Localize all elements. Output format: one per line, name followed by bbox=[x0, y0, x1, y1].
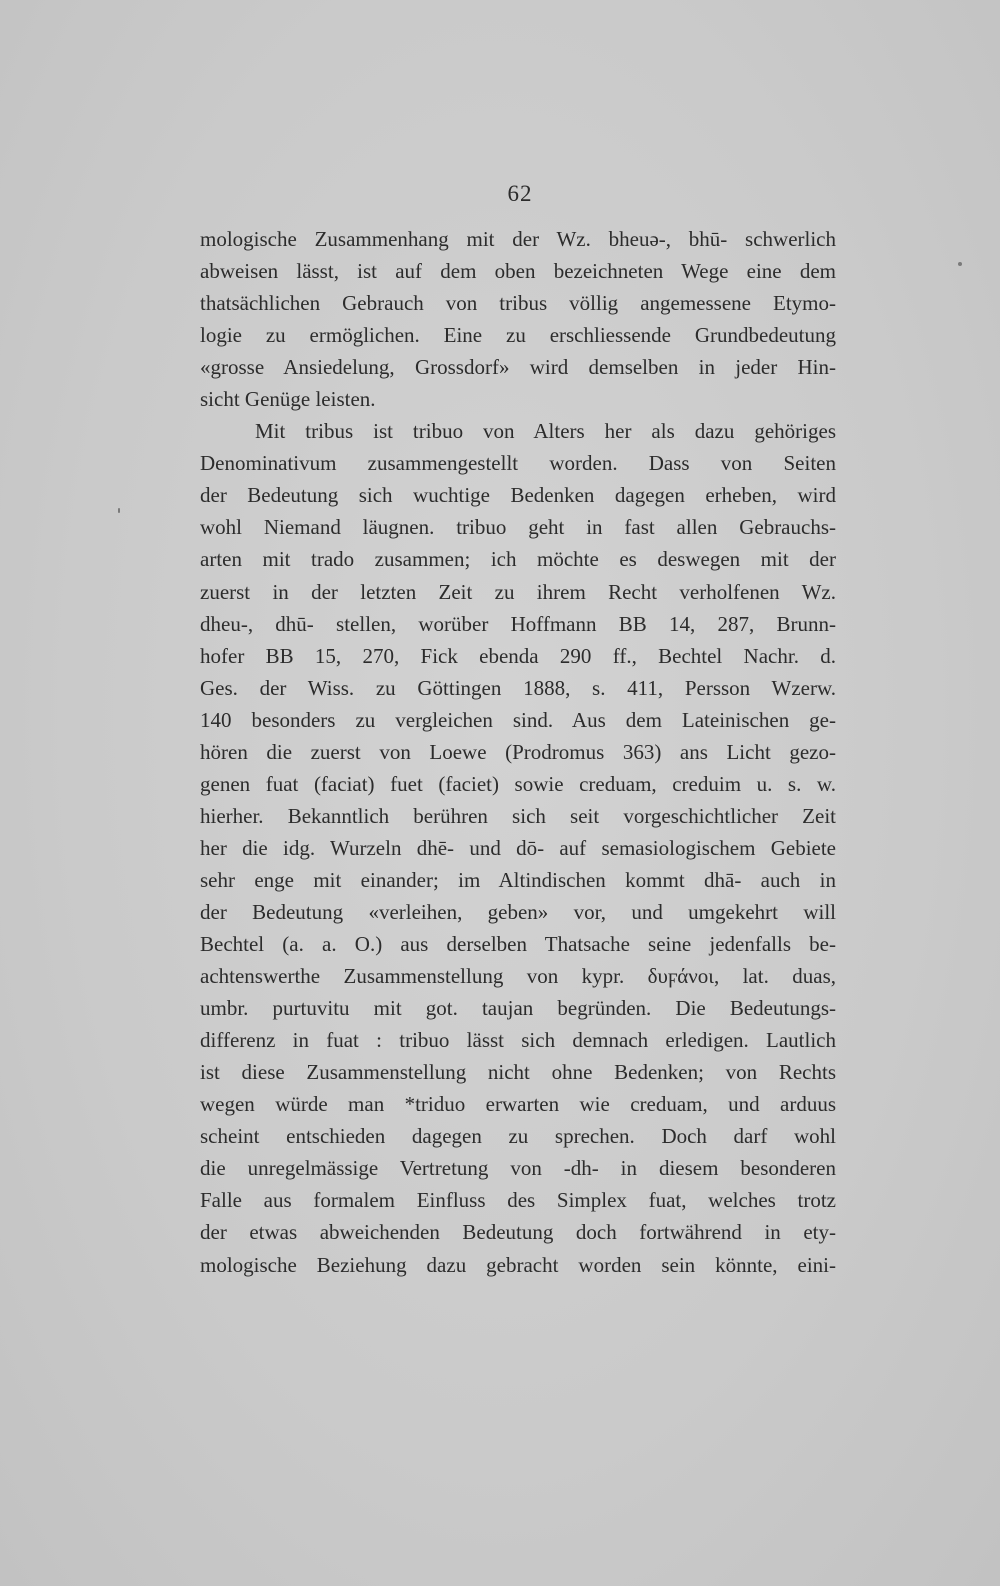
text-line: Denominativum zusammengestellt worden. Dass von Seiten bbox=[200, 451, 836, 476]
text-line: Mit tribus ist tribuo von Alters her als dazu gehöriges bbox=[255, 419, 836, 444]
text-line: mologische Zusammenhang mit der Wz. bheuə-, bhū- schwerlich bbox=[200, 227, 836, 251]
text-line: genen fuat (faciat) fuet (faciet) sowie creduam, creduim u. s. w. bbox=[200, 771, 836, 796]
text-line: Falle aus formalem Einfluss des Simplex fuat, welches trotz bbox=[200, 1188, 836, 1213]
text-line: Bechtel (a. a. O.) aus derselben Thatsache seine jedenfalls be- bbox=[200, 932, 836, 957]
text-line: wohl Niemand läugnen. tribuo geht in fast allen Gebrauchs- bbox=[200, 515, 836, 540]
text-line: der etwas abweichenden Bedeutung doch fortwährend in ety- bbox=[200, 1220, 836, 1245]
text-line: arten mit trado zusammen; ich möchte es deswegen mit der bbox=[200, 547, 836, 572]
text-line: differenz in fuat : tribuo lässt sich demnach erledigen. Lautlich bbox=[200, 1028, 836, 1053]
paper-speck bbox=[118, 508, 120, 513]
text-line: dheu-, dhū- stellen, worüber Hoffmann BB 14, 287, Brunn- bbox=[200, 611, 836, 636]
text-line: hören die zuerst von Loewe (Prodromus 363) ans Licht gezo- bbox=[200, 739, 836, 764]
text-line: die unregelmässige Vertretung von -dh- in diesem besonderen bbox=[200, 1156, 836, 1181]
text-line: ist diese Zusammenstellung nicht ohne Bedenken; von Rechts bbox=[200, 1060, 836, 1085]
text-line: der Bedeutung sich wuchtige Bedenken dagegen erheben, wird bbox=[200, 483, 836, 508]
text-line: achtenswerthe Zusammenstellung von kypr. δυϝάνοι, lat. duas, bbox=[200, 964, 836, 989]
text-line: wegen würde man *triduo erwarten wie creduam, und arduus bbox=[200, 1092, 836, 1117]
text-line: abweisen lässt, ist auf dem oben bezeichneten Wege eine dem bbox=[200, 259, 836, 284]
text-line: Ges. der Wiss. zu Göttingen 1888, s. 411, Persson Wzerw. bbox=[200, 675, 836, 700]
text-line: «grosse Ansiedelung, Grossdorf» wird demselben in jeder Hin- bbox=[200, 355, 836, 380]
text-line: her die idg. Wurzeln dhē- und dō- auf semasiologischem Gebiete bbox=[200, 835, 836, 860]
text-line: hofer BB 15, 270, Fick ebenda 290 ff., Bechtel Nachr. d. bbox=[200, 643, 836, 668]
text-line: umbr. purtuvitu mit got. taujan begründen. Die Bedeutungs- bbox=[200, 996, 836, 1021]
text-line: hierher. Bekanntlich berühren sich seit vorgeschichtlicher Zeit bbox=[200, 803, 836, 828]
text-line: mologische Beziehung dazu gebracht worden sein könnte, eini- bbox=[200, 1252, 836, 1277]
text-line: thatsächlichen Gebrauch von tribus völlig angemessene Etymo- bbox=[200, 291, 836, 316]
text-line: sicht Genüge leisten. bbox=[200, 387, 376, 412]
body-text bbox=[200, 223, 836, 1281]
page-number: 62 bbox=[507, 181, 533, 206]
text-line: scheint entschieden dagegen zu sprechen. Doch darf wohl bbox=[200, 1124, 836, 1149]
text-line: logie zu ermöglichen. Eine zu erschliessende Grundbedeutung bbox=[200, 323, 836, 348]
paper-speck bbox=[958, 262, 962, 266]
text-line: 140 besonders zu vergleichen sind. Aus dem Lateinischen ge- bbox=[200, 707, 836, 732]
text-line: der Bedeutung «verleihen, geben» vor, und umgekehrt will bbox=[200, 899, 836, 924]
text-line: zuerst in der letzten Zeit zu ihrem Recht verholfenen Wz. bbox=[200, 579, 836, 604]
text-line: sehr enge mit einander; im Altindischen kommt dhā- auch in bbox=[200, 867, 836, 892]
